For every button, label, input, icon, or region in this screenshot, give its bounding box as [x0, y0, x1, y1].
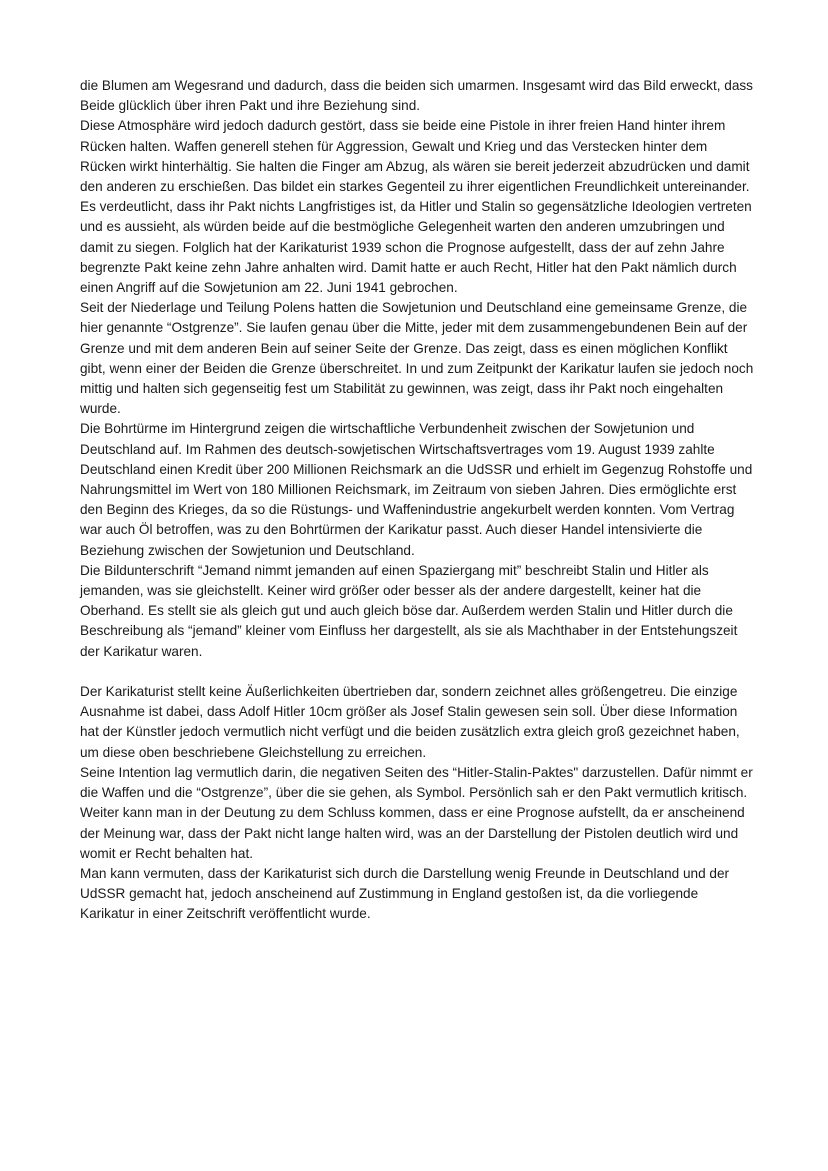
paragraph-pistols: Diese Atmosphäre wird jedoch dadurch gestört, dass sie beide eine Pistole in ihrer freien Hand hinter ihrem Rücken halten. Waffen generell stehen für Aggression, Gewalt und Krieg und das Verstecken hinter dem Rücken wirkt hinterhältig. Sie halten die Finger am Abzug, als wären sie bereit jederzeit abzudrücken und damit den anderen zu erschießen. Das bildet ein starkes Gegenteil zu ihrer eigentlichen Freundlichkeit untereinander. Es verdeutlicht, dass ihr Pakt nichts Langfristiges ist, da Hitler und Stalin so gegensätzliche Ideologien vertreten und es aussieht, als würden beide auf die bestmögliche Gelegenheit warten den anderen umzubringen und damit zu siegen. Folglich hat der Karikaturist 1939 schon die Prognose aufgestellt, dass der auf zehn Jahre begrenzte Pakt keine zehn Jahre anhalten wird. Damit hatte er auch Recht, Hitler hat den Pakt nämlich durch einen Angriff auf die Sowjetunion am 22. Juni 1941 gebrochen.: [80, 118, 752, 296]
paragraph-reception: Man kann vermuten, dass der Karikaturist sich durch die Darstellung wenig Freunde in Deutschland und der UdSSR gemacht hat, jedoch anscheinend auf Zustimmung in England gestoßen ist, da die vorliegende Karikatur in einer Zeitschrift veröffentlicht wurde.: [80, 865, 730, 922]
paragraph-gap: [80, 662, 756, 682]
document-page: [80, 76, 756, 925]
paragraph-intention: Seine Intention lag vermutlich darin, die negativen Seiten des “Hitler-Stalin-Paktes" darzustellen. Dafür nimmt er die Waffen und die “Ostgrenze”, über die sie gehen, als Symbol. Persönlich sah er den Pakt vermutlich kritisch. Weiter kann man in der Deutung zu dem Schluss kommen, dass er eine Prognose aufstellt, da er anscheinend der Meinung war, dass der Pakt nicht lange halten wird, was an der Darstellung der Pistolen deutlich wird und womit er Recht behalten hat.: [80, 764, 753, 861]
paragraph-flowers-embrace: die Blumen am Wegesrand und dadurch, dass die beiden sich umarmen. Insgesamt wird das Bild erweckt, dass Beide glücklich über ihren Pakt und ihre Beziehung sind.: [80, 78, 753, 114]
paragraph-oil-derricks: Die Bohrtürme im Hintergrund zeigen die wirtschaftliche Verbundenheit zwischen der Sowjetunion und Deutschland auf. Im Rahmen des deutsch-sowjetischen Wirtschaftsvertrages vom 19. August 1939 zahlte Deutschland einen Kredit über 200 Millionen Reichsmark an die UdSSR und erhielt im Gegenzug Rohstoffe und Nahrungsmittel im Wert von 180 Millionen Reichsmark, im Zeitraum von sieben Jahren. Dies ermöglichte erst den Beginn des Krieges, da so die Rüstungs- und Waffenindustrie angekurbelt werden konnten. Vom Vertrag war auch Öl betroffen, was zu den Bohrtürmen der Karikatur passt. Auch dieser Handel intensivierte die Beziehung zwischen der Sowjetunion und Deutschland.: [80, 421, 753, 558]
paragraph-caption: Die Bildunterschrift “Jemand nimmt jemanden auf einen Spaziergang mit” beschreibt Stalin und Hitler als jemanden, was sie gleichstellt. Keiner wird größer oder besser als der andere dargestellt, keiner hat die Oberhand. Es stellt sie als gleich gut und auch gleich böse dar. Außerdem werden Stalin und Hitler durch die Beschreibung als “jemand” kleiner vom Einfluss her dargestellt, als sie als Machthaber in der Entstehungszeit der Karikatur waren.: [80, 562, 738, 659]
paragraph-proportions: Der Karikaturist stellt keine Äußerlichkeiten übertrieben dar, sondern zeichnet alles größengetreu. Die einzige Ausnahme ist dabei, dass Adolf Hitler 10cm größer als Josef Stalin gewesen sein soll. Über diese Information hat der Künstler jedoch vermutlich nicht verfügt und die beiden zusätzlich extra gleich groß gezeichnet haben, um diese oben beschriebene Gleichstellung zu erreichen.: [80, 684, 740, 760]
paragraph-eastern-border: Seit der Niederlage und Teilung Polens hatten die Sowjetunion und Deutschland eine gemeinsame Grenze, die hier genannte “Ostgrenze”. Sie laufen genau über die Mitte, jeder mit dem zusammengebundenen Bein auf der Grenze und mit dem anderen Bein auf seiner Seite der Grenze. Das zeigt, dass es einen möglichen Konflikt gibt, wenn einer der Beiden die Grenze überschreitet. In und zum Zeitpunkt der Karikatur laufen sie jedoch noch mittig und halten sich gegenseitig fest um Stabilität zu gewinnen, was zeigt, dass ihr Pakt noch eingehalten wurde.: [80, 300, 754, 417]
